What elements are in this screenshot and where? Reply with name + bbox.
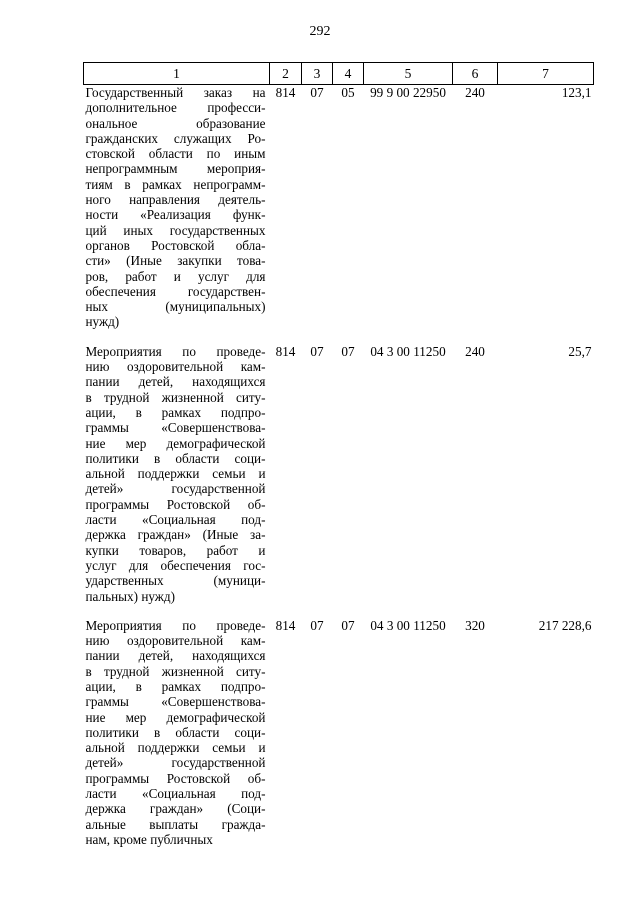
description-line: Государственный заказ на <box>85 85 266 100</box>
description-line: держка граждан» (Соци- <box>85 801 266 817</box>
row-amount: 123,1 <box>561 85 592 100</box>
description-line: купки товаров, работ и <box>85 542 266 558</box>
row-code-subsection: 07 <box>341 617 355 633</box>
description-line: ние мер демографической <box>85 435 266 451</box>
row-code-target-article: 99 9 00 22950 <box>370 85 446 100</box>
description-line: нию оздоровительной кам- <box>85 359 266 375</box>
description-line: программы Ростовской об- <box>85 770 266 786</box>
table-row <box>84 618 594 847</box>
description-line: ций иных государственных <box>85 222 266 238</box>
row-code-expense-type: 240 <box>465 343 485 359</box>
description-line: альной поддержки семьи и <box>85 466 266 482</box>
row-code-section: 07 <box>310 617 324 633</box>
description-line: пальных) нужд) <box>85 588 176 604</box>
description-line: в трудной жизненной ситу- <box>85 663 266 679</box>
header-col-7: 7 <box>498 63 594 85</box>
description-line: пании детей, находящихся <box>85 648 266 664</box>
description-line: непрограммным мероприя- <box>85 161 266 177</box>
description-line: программы Ростовской об- <box>85 496 266 512</box>
row-code-ministry: 814 <box>275 85 296 100</box>
header-col-3: 3 <box>302 63 333 85</box>
header-col-6: 6 <box>453 63 498 85</box>
row-code-ministry: 814 <box>275 343 296 359</box>
description-line: органов Ростовской обла- <box>85 237 266 253</box>
table-header <box>84 63 594 85</box>
description-line: Мероприятия по проведе- <box>85 343 266 359</box>
row-amount: 25,7 <box>568 343 592 359</box>
description-line: стовской области по иным <box>85 146 266 162</box>
description-line: ласти «Социальная под- <box>85 786 266 802</box>
description-line: тиям в рамках непрограмм- <box>85 176 266 192</box>
row-description <box>84 344 270 604</box>
description-line: граммы «Совершенствова- <box>85 420 266 436</box>
row-description <box>84 85 270 330</box>
header-col-5: 5 <box>364 63 453 85</box>
row-code-expense-type: 240 <box>465 85 485 100</box>
description-line: детей» государственной <box>85 755 266 771</box>
table-row <box>84 85 594 330</box>
description-line: альной поддержки семьи и <box>85 740 266 756</box>
description-line: ласти «Социальная под- <box>85 512 266 528</box>
description-line: ров, работ и услуг для <box>85 268 266 284</box>
description-line: ональное образование <box>85 115 266 131</box>
row-code-target-article: 04 3 00 11250 <box>370 343 446 359</box>
description-line: ного направления деятель- <box>85 192 266 208</box>
row-code-subsection: 07 <box>341 343 355 359</box>
description-line: детей» государственной <box>85 481 266 497</box>
row-code-expense-type: 320 <box>465 617 485 633</box>
row-code-ministry: 814 <box>275 617 296 633</box>
header-col-2: 2 <box>270 63 302 85</box>
description-line: обеспечения государствен- <box>85 283 266 299</box>
row-code-subsection: 05 <box>341 85 355 100</box>
description-line: нию оздоровительной кам- <box>85 633 266 649</box>
budget-table <box>83 62 594 847</box>
description-line: дополнительное професси- <box>85 100 266 116</box>
header-row <box>84 63 594 85</box>
description-line: ние мер демографической <box>85 709 266 725</box>
description-line: ности «Реализация функ- <box>85 207 266 223</box>
description-line: в трудной жизненной ситу- <box>85 389 266 405</box>
row-code-section: 07 <box>310 343 324 359</box>
row-amount: 217 228,6 <box>538 617 592 633</box>
table-row <box>84 344 594 604</box>
description-line: услуг для обеспечения гос- <box>85 557 266 573</box>
row-code-target-article: 04 3 00 11250 <box>370 617 446 633</box>
description-line: граммы «Совершенствова- <box>85 694 266 710</box>
page-number: 292 <box>309 24 331 39</box>
description-line: политики в области соци- <box>85 724 266 740</box>
row-code-section: 07 <box>310 85 324 100</box>
description-line: держка граждан» (Иные за- <box>85 527 266 543</box>
row-description <box>84 618 270 847</box>
table-body <box>84 85 594 848</box>
description-line: ации, в рамках подпро- <box>85 404 266 420</box>
header-col-1: 1 <box>84 63 270 85</box>
description-line: нам, кроме публичных <box>85 831 213 847</box>
description-line: ации, в рамках подпро- <box>85 678 266 694</box>
description-line: политики в области соци- <box>85 450 266 466</box>
description-line: ных (муниципальных) <box>85 299 266 315</box>
description-line: пании детей, находящихся <box>85 374 266 390</box>
row-spacer <box>84 604 594 618</box>
description-line: альные выплаты гражда- <box>85 816 266 832</box>
row-spacer <box>84 330 594 344</box>
description-line: нужд) <box>85 314 120 330</box>
header-col-4: 4 <box>333 63 364 85</box>
description-line: Мероприятия по проведе- <box>85 617 266 633</box>
description-line: сти» (Иные закупки това- <box>85 253 266 269</box>
description-line: ударственных (муници- <box>85 573 266 589</box>
description-line: гражданских служащих Ро- <box>85 130 266 146</box>
